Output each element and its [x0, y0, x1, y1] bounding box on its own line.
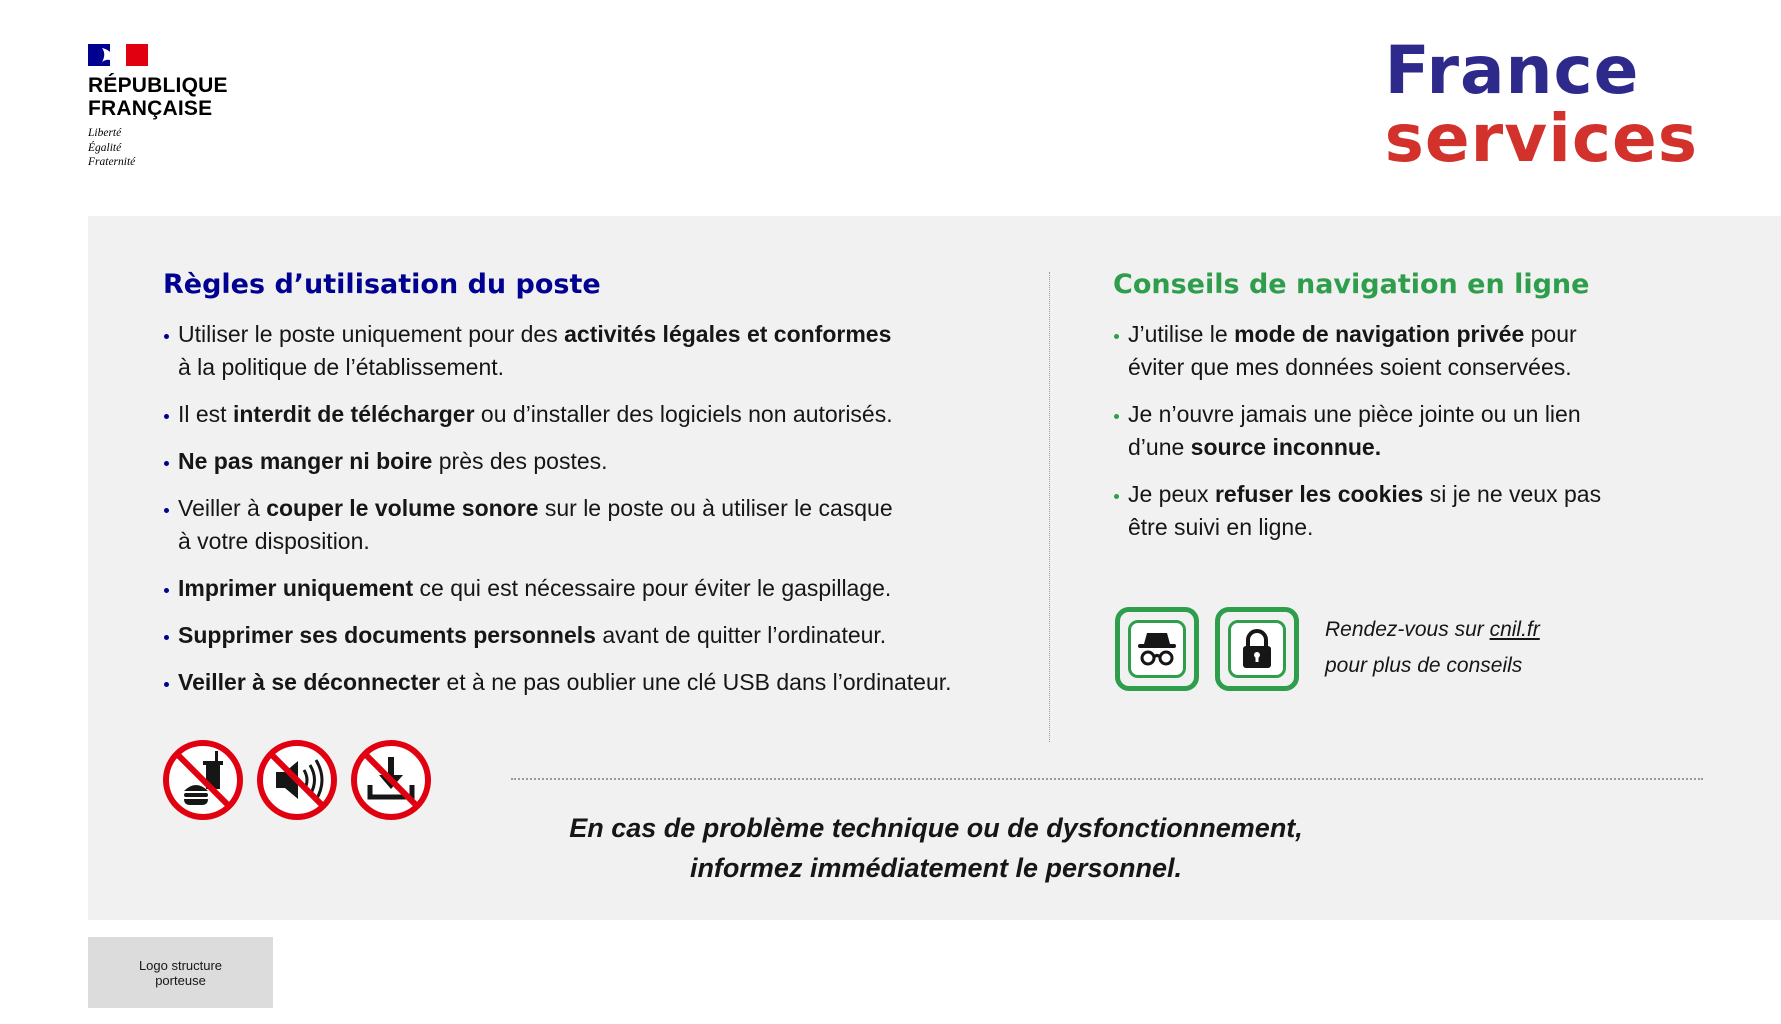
tip-text-line2: d’une	[1128, 434, 1191, 460]
rules-list	[163, 318, 1043, 699]
no-download-icon	[350, 739, 432, 821]
tips-section	[1113, 264, 1673, 558]
tip-text: Je n’ouvre jamais une pièce jointe ou un lien	[1128, 401, 1581, 427]
republique-francaise-logo	[88, 44, 248, 170]
rule-text-after: et à ne pas oublier une clé USB dans l’ordinateur.	[440, 669, 952, 695]
rule-emphasis: Ne pas manger ni boire	[178, 448, 433, 474]
rule-item	[163, 445, 1043, 478]
brand-france: France	[1384, 32, 1640, 109]
cnil-link[interactable]: cnil.fr	[1489, 618, 1540, 641]
rule-text-after: ou d’installer des logiciels non autorisés.	[474, 401, 893, 427]
rule-text-line2: à votre disposition.	[178, 528, 370, 554]
tip-text-line2: éviter que mes données soient conservées.	[1128, 354, 1572, 380]
rule-text-after: sur le poste ou à utiliser le casque	[538, 495, 893, 521]
republique-name-line1: RÉPUBLIQUE	[88, 74, 228, 97]
motto-fraternite: Fraternité	[88, 156, 136, 168]
no-sound-icon	[256, 739, 338, 821]
tip-text: Je peux	[1128, 481, 1215, 507]
rule-text: Veiller à	[178, 495, 267, 521]
republique-name-line2: FRANÇAISE	[88, 97, 213, 120]
padlock-icon	[1237, 628, 1277, 670]
cnil-line1	[1325, 612, 1540, 648]
rule-item	[163, 619, 1043, 652]
rules-title: Règles d’utilisation du poste	[163, 269, 601, 300]
badge-frame	[1128, 620, 1186, 678]
marianne-flag-icon	[88, 44, 148, 66]
privacy-badges	[1115, 607, 1299, 691]
rule-emphasis: Supprimer ses documents personnels	[178, 622, 596, 648]
france-services-logo	[1384, 32, 1698, 177]
rule-emphasis: Imprimer uniquement	[178, 575, 414, 601]
rule-text-line2: à la politique de l’établissement.	[178, 354, 505, 380]
brand-services: services	[1384, 100, 1698, 177]
rule-emphasis: activités légales et conformes	[564, 321, 892, 347]
tip-text-line2: être suivi en ligne.	[1128, 514, 1314, 540]
rule-text-after: près des postes.	[432, 448, 608, 474]
message-line2: informez immédiatement le personnel.	[689, 853, 1183, 883]
rules-section	[163, 264, 1043, 713]
tips-title: Conseils de navigation en ligne	[1113, 269, 1590, 300]
rule-text: Utiliser le poste uniquement pour des	[178, 321, 565, 347]
rule-text: Il est	[178, 401, 233, 427]
motto-liberte: Liberté	[88, 127, 122, 139]
rule-emphasis: couper le volume sonore	[266, 495, 539, 521]
separator-line	[511, 778, 1703, 780]
padlock-badge	[1215, 607, 1299, 691]
rule-text-after: ce qui est nécessaire pour éviter le gaspillage.	[413, 575, 892, 601]
message-line1: En cas de problème technique ou de dysfonctionnement,	[569, 813, 1303, 843]
tip-item	[1113, 478, 1673, 544]
tips-list	[1113, 318, 1673, 544]
structure-logo-label: Logo structure porteuse	[138, 957, 223, 988]
cnil-text: Rendez-vous sur	[1325, 618, 1490, 641]
cnil-note	[1325, 612, 1540, 684]
tip-emphasis: mode de navigation privée	[1234, 321, 1525, 347]
rule-item	[163, 398, 1043, 431]
technical-issue-message	[511, 808, 1361, 888]
rule-emphasis: Veiller à se déconnecter	[178, 669, 441, 695]
rule-item	[163, 318, 1043, 384]
prohibition-icons	[162, 739, 432, 821]
tip-item	[1113, 398, 1673, 464]
incognito-icon	[1135, 629, 1179, 669]
cnil-text-line2: pour plus de conseils	[1325, 654, 1523, 677]
column-divider	[1049, 272, 1050, 742]
rule-item	[163, 572, 1043, 605]
republique-motto	[88, 126, 248, 170]
badge-frame	[1228, 620, 1286, 678]
incognito-badge	[1115, 607, 1199, 691]
tip-emphasis: source inconnue.	[1190, 434, 1382, 460]
tip-text-after: si je ne veux pas	[1423, 481, 1602, 507]
rule-emphasis: interdit de télécharger	[232, 401, 475, 427]
tip-text: J’utilise le	[1128, 321, 1235, 347]
rule-text-after: avant de quitter l’ordinateur.	[595, 622, 887, 648]
tip-text-after: pour	[1524, 321, 1577, 347]
no-food-drink-icon	[162, 739, 244, 821]
motto-egalite: Égalité	[88, 141, 122, 154]
structure-logo-placeholder	[88, 937, 273, 1008]
tip-emphasis: refuser les cookies	[1214, 481, 1424, 507]
tip-item	[1113, 318, 1673, 384]
rule-item	[163, 492, 1043, 558]
rule-item	[163, 666, 1043, 699]
